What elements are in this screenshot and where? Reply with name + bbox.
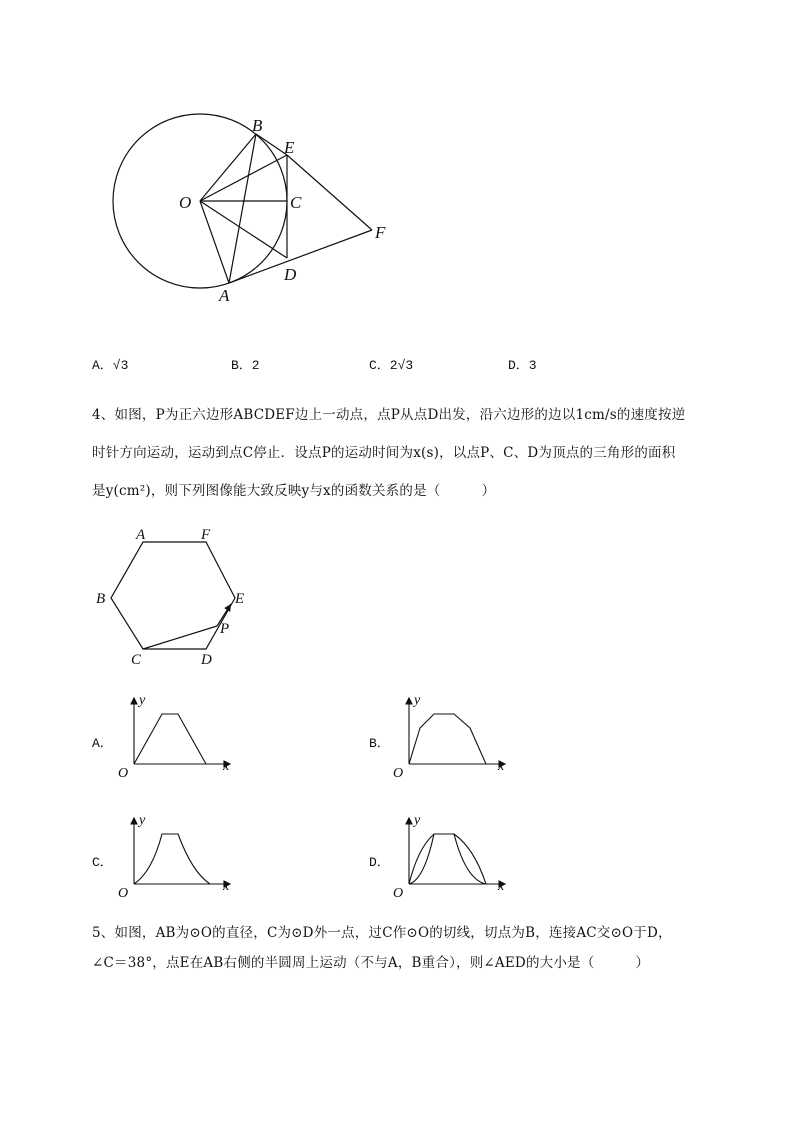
q4-text	[92, 396, 752, 510]
segment-oe	[200, 155, 287, 201]
segment-af	[229, 230, 372, 283]
label-a: A	[219, 286, 230, 305]
graph-a-x: x	[223, 759, 230, 774]
graph-option-a-label[interactable]: A．	[92, 736, 113, 751]
graph-b-curve	[409, 714, 486, 764]
q4-line-3: 是y(cm²)，则下列图像能大致反映y与x的函数关系的是（ ）	[92, 483, 496, 499]
segment-ab	[229, 134, 256, 283]
q4-line-2: 时针方向运动，运动到点C停止．设点P的运动时间为x(s)，以点P、C、D为顶点的三角形的面积	[92, 445, 676, 461]
graph-b-origin: O	[393, 766, 404, 780]
graph-a-y: y	[139, 693, 146, 708]
graph-d-curve-2	[409, 834, 486, 884]
graph-b-x: x	[498, 759, 505, 774]
hex-label-d: D	[201, 652, 212, 668]
hex-label-c: C	[131, 652, 142, 668]
label-c: C	[290, 193, 302, 212]
graph-c-curve	[134, 834, 210, 884]
graph-option-a[interactable]	[112, 690, 242, 780]
q3-option-a[interactable]: A．√3	[92, 358, 129, 373]
hex-label-b: B	[96, 591, 106, 607]
hex-label-a: A	[136, 527, 146, 543]
hex-label-f: F	[201, 527, 211, 543]
graph-c-origin: O	[118, 886, 129, 900]
graph-option-b-label[interactable]: B．	[369, 736, 390, 751]
graph-d-x: x	[498, 879, 505, 894]
graph-option-d[interactable]	[388, 810, 518, 900]
graph-c-x: x	[223, 879, 230, 894]
graph-a-curve	[134, 714, 206, 764]
label-f: F	[375, 223, 386, 242]
segment-ob	[200, 134, 256, 201]
graph-option-b[interactable]	[388, 690, 518, 780]
label-b: B	[252, 116, 263, 135]
q5-line-1: 5、如图，AB为⊙O的直径，C为⊙D外一点，过C作⊙O的切线，切点为B，连接AC交⊙O于D，	[92, 925, 672, 941]
graph-option-c-label[interactable]: C．	[92, 855, 113, 870]
graph-a-origin: O	[118, 766, 129, 780]
q5-text	[92, 918, 752, 978]
q3-option-c[interactable]: C．2√3	[369, 358, 414, 373]
hexagon-abcdef	[111, 542, 235, 649]
label-e: E	[284, 138, 295, 157]
graph-d-origin: O	[393, 886, 404, 900]
label-d: D	[284, 265, 297, 284]
label-o: O	[179, 193, 192, 212]
segment-od	[200, 201, 287, 258]
graph-option-d-label[interactable]: D．	[369, 855, 390, 870]
hexagon-figure	[90, 522, 260, 674]
segment-oa	[200, 201, 229, 283]
q4-line-1: 4、如图，P为正六边形ABCDEF边上一动点，点P从点D出发，沿六边形的边以1cm/s的速度按逆	[92, 407, 686, 423]
graph-c-y: y	[139, 813, 146, 828]
graph-d-curve-1	[409, 834, 486, 884]
circle-tangent-figure	[100, 105, 410, 310]
q3-option-d[interactable]: D．3	[508, 358, 537, 373]
graph-option-c[interactable]	[112, 810, 242, 900]
hex-label-e: E	[235, 591, 245, 607]
q3-option-b[interactable]: B．2	[231, 358, 260, 373]
graph-d-y: y	[414, 813, 421, 828]
graph-b-y: y	[414, 693, 421, 708]
q5-line-2: ∠C＝38°，点E在AB右侧的半圆周上运动（不与A，B重合），则∠AED的大小是（ ）	[92, 955, 650, 971]
segment-cp	[143, 626, 217, 649]
hex-label-p: P	[220, 621, 230, 637]
